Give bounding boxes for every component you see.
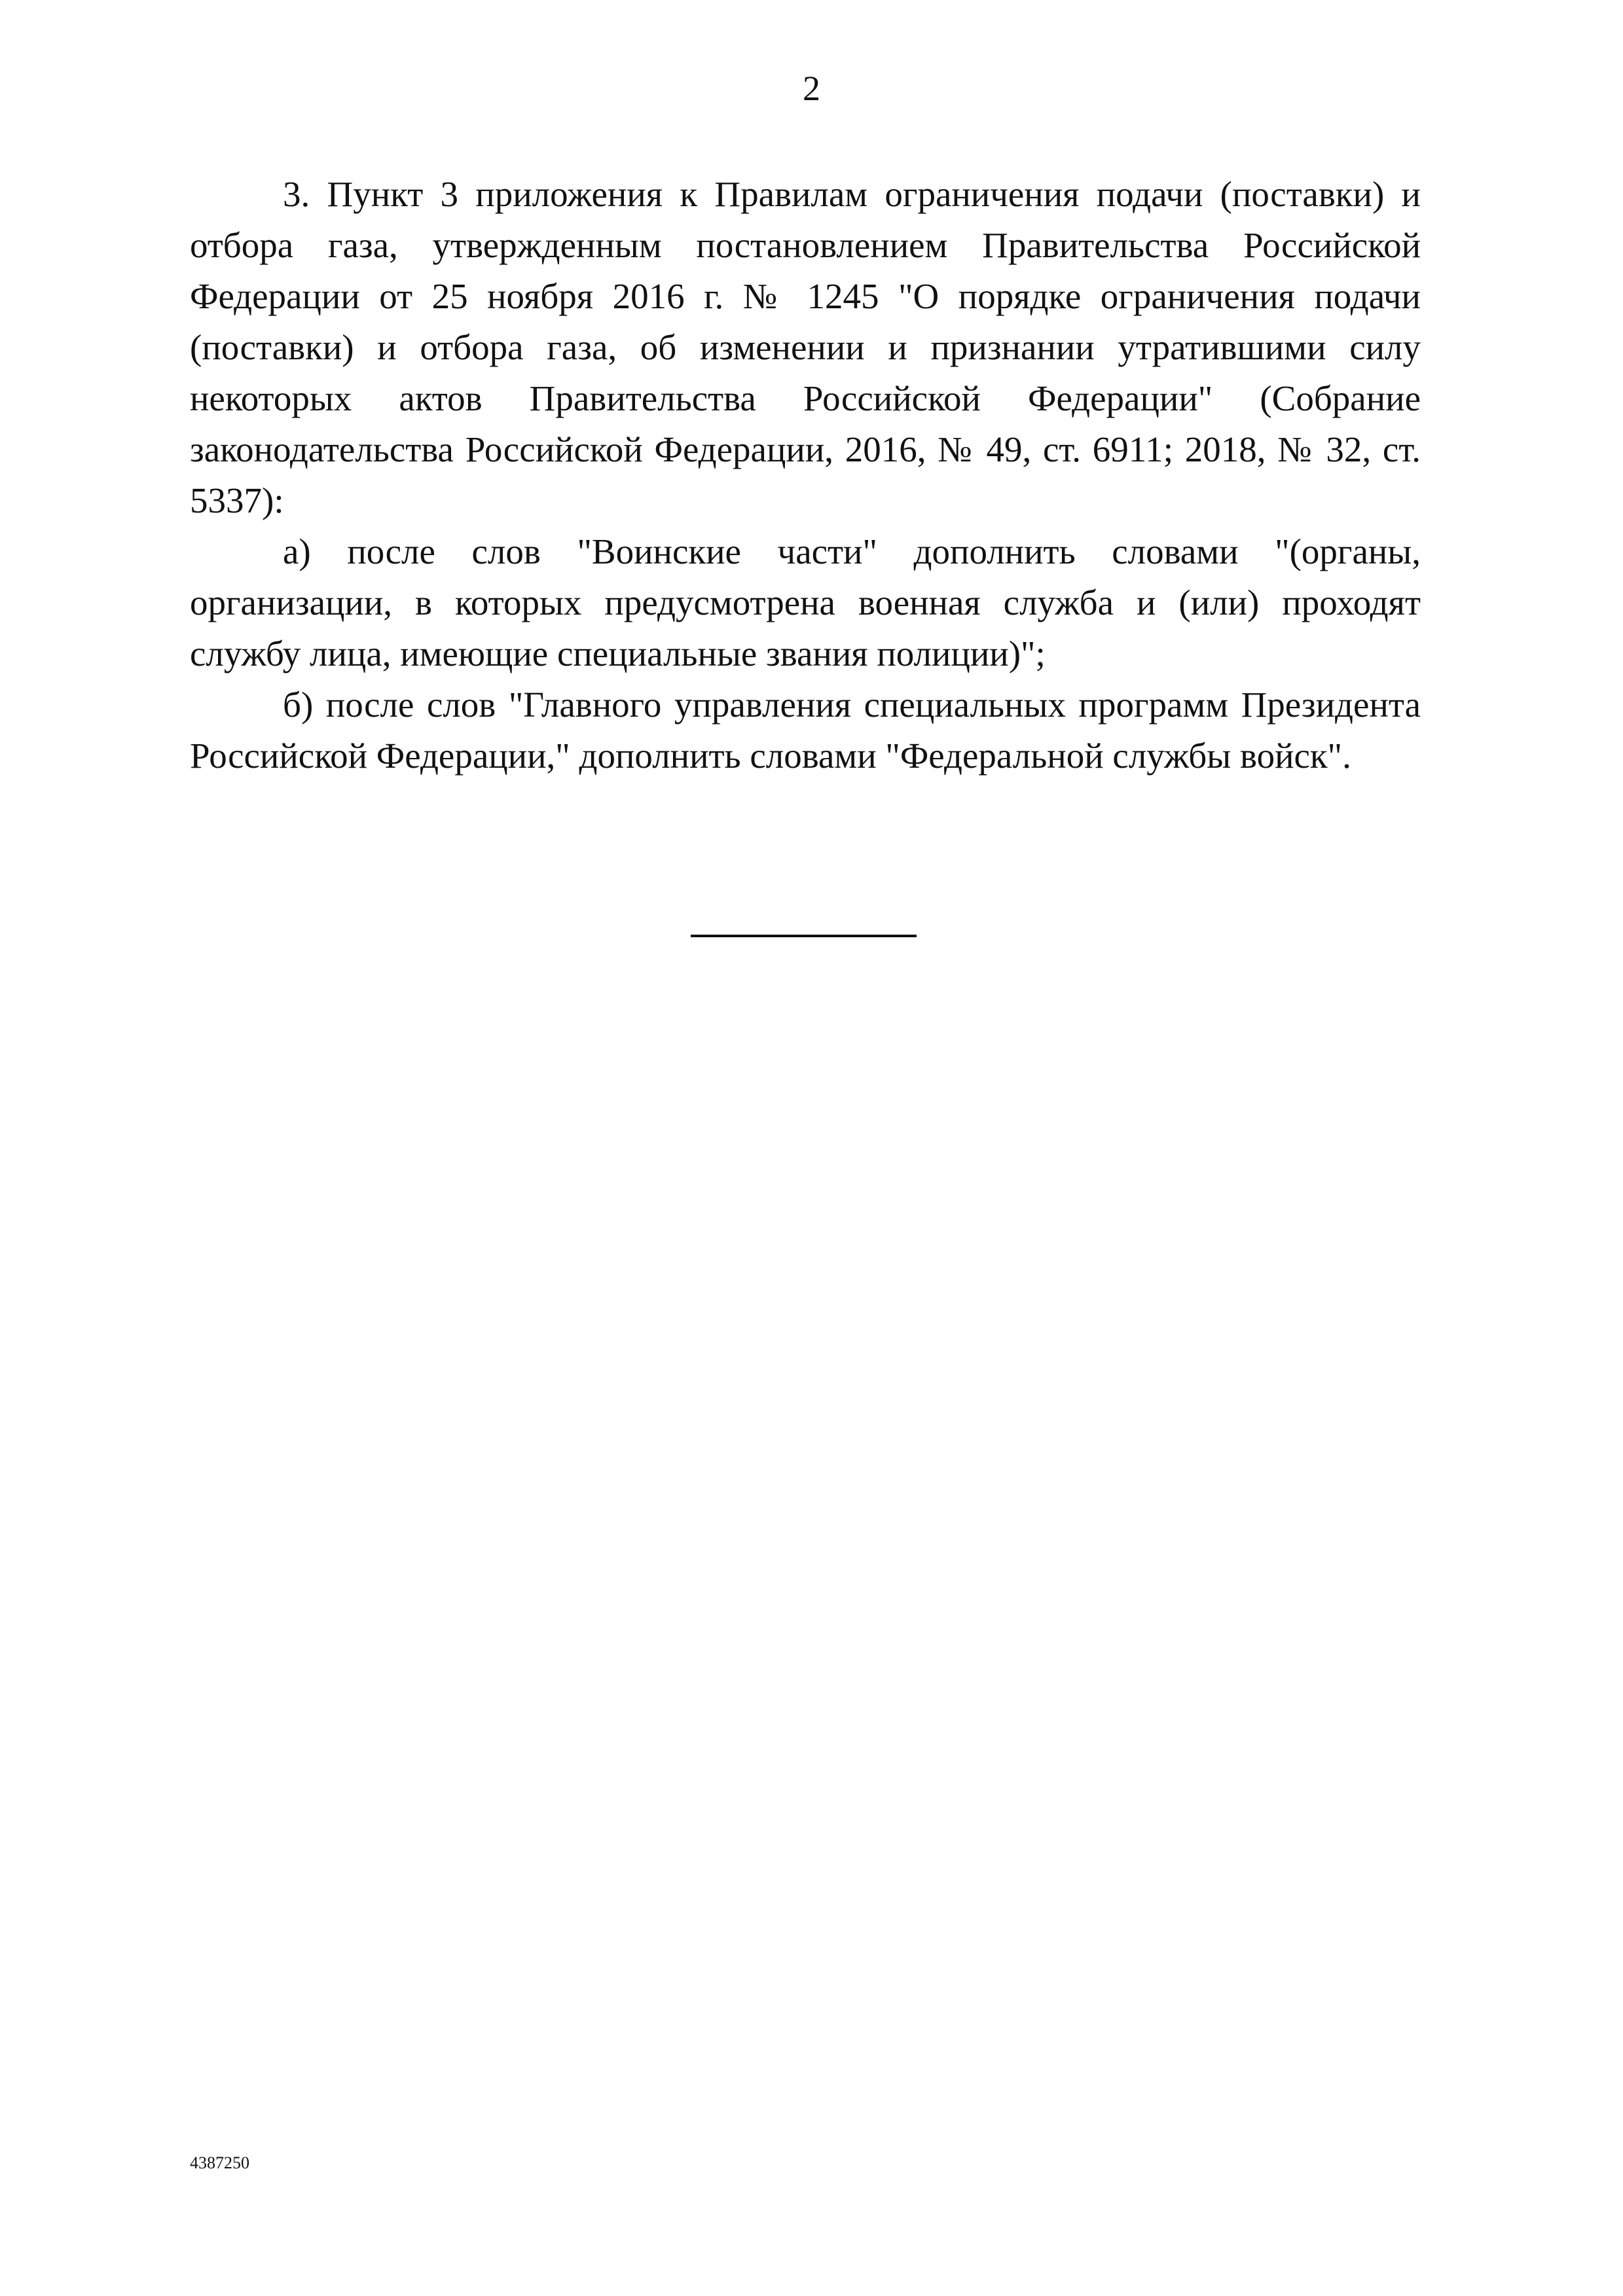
paragraph-item-3: 3. Пункт 3 приложения к Правилам ограничения подачи (поставки) и отбора газа, утвержденным постановлением Правительства Российской Федерации от 25 ноября 2016 г. № 1245 "О порядке ограничения подачи (поставки) и отбора газа, об изменении и признании утратившими силу некоторых актов Правительства Российской Федерации" (Собрание законодательства Российской Федерации, 2016, № 49, ст. 6911; 2018, № 32, ст. 5337): [190, 174, 1421, 520]
end-divider-line [691, 935, 917, 937]
page-number: 2 [803, 69, 820, 108]
paragraph-subitem-a: а) после слов "Воинские части" дополнить словами "(органы, организации, в которых предусмотрена военная служба и (или) проходят службу лица, имеющие специальные звания полиции)"; [190, 531, 1421, 673]
document-body [190, 169, 1421, 781]
document-code: 4387250 [190, 2153, 249, 2172]
paragraph-subitem-b: б) после слов "Главного управления специальных программ Президента Российской Федерации," дополнить словами "Федеральной службы войск". [190, 685, 1421, 776]
